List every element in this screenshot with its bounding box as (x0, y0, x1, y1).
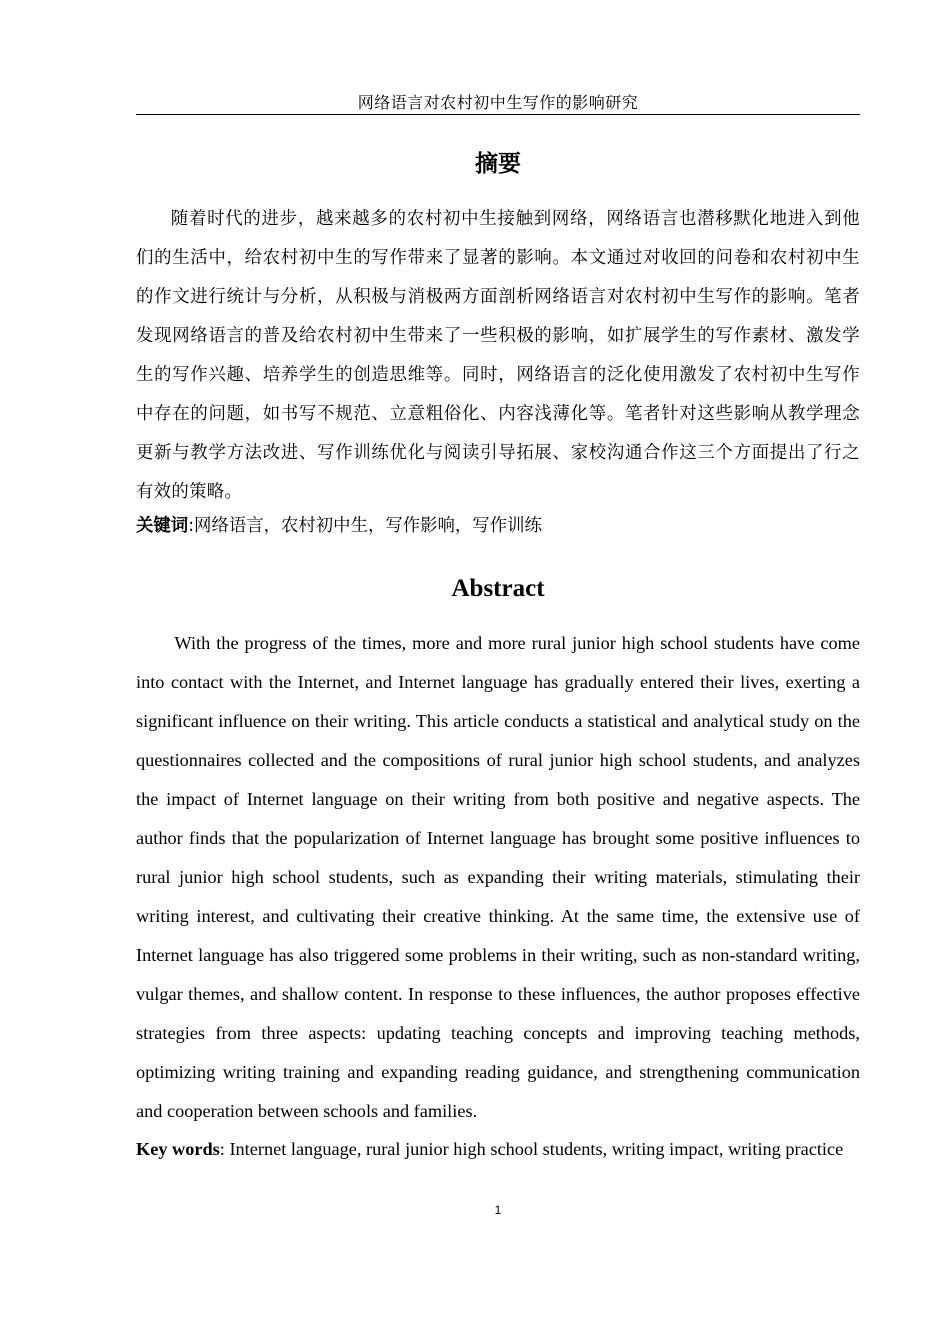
chinese-keywords-text: 网络语言，农村初中生，写作影响，写作训练 (194, 516, 542, 536)
page-number: 1 (494, 1203, 502, 1217)
chinese-keywords-label: 关键词 (136, 516, 189, 536)
english-keywords-separator: : (219, 1139, 230, 1159)
running-header: 网络语言对农村初中生写作的影响研究 (357, 93, 639, 112)
english-keywords (136, 1130, 860, 1169)
chinese-keywords-separator: : (188, 516, 195, 536)
chinese-keywords (136, 508, 860, 544)
english-keywords-text: Internet language, rural junior high school students, writing impact, writing practice (229, 1139, 844, 1159)
english-keywords-label: Key words (136, 1139, 220, 1159)
english-abstract-title: Abstract (451, 575, 545, 602)
chinese-abstract-title: 摘要 (475, 151, 521, 177)
english-abstract-body: With the progress of the times, more and more rural junior high school students have come into contact with the Internet, and Internet language has gradually entered their lives, exerting a significant influence on their writing. This article conducts a statistical and analytical study on the questionnaires collected and the compositions of rural junior high school students, and analyzes the impact of Internet language on their writing from both positive and negative aspects. The author finds that the popularization of Internet language has brought some positive influences to rural junior high school students, such as expanding their writing materials, stimulating their writing interest, and cultivating their creative thinking. At the same time, the extensive use of Internet language has also triggered some problems in their writing, such as non-standard writing, vulgar themes, and shallow content. In response to these influences, the author proposes effective strategies from three aspects: updating teaching concepts and improving teaching methods, optimizing writing training and expanding reading guidance, and strengthening communication and cooperation between schools and families. (136, 633, 860, 1121)
header-rule (136, 114, 860, 115)
chinese-abstract-body: 随着时代的进步，越来越多的农村初中生接触到网络，网络语言也潜移默化地进入到他们的生活中，给农村初中生的写作带来了显著的影响。本文通过对收回的问卷和农村初中生的作文进行统计与分析，从积极与消极两方面剖析网络语言对农村初中生写作的影响。笔者发现网络语言的普及给农村初中生带来了一些积极的影响，如扩展学生的写作素材、激发学生的写作兴趣、培养学生的创造思维等。同时，网络语言的泛化使用激发了农村初中生写作中存在的问题，如书写不规范、立意粗俗化、内容浅薄化等。笔者针对这些影响从教学理念更新与教学方法改进、写作训练优化与阅读引导拓展、家校沟通合作这三个方面提出了行之有效的策略。 (136, 209, 860, 502)
